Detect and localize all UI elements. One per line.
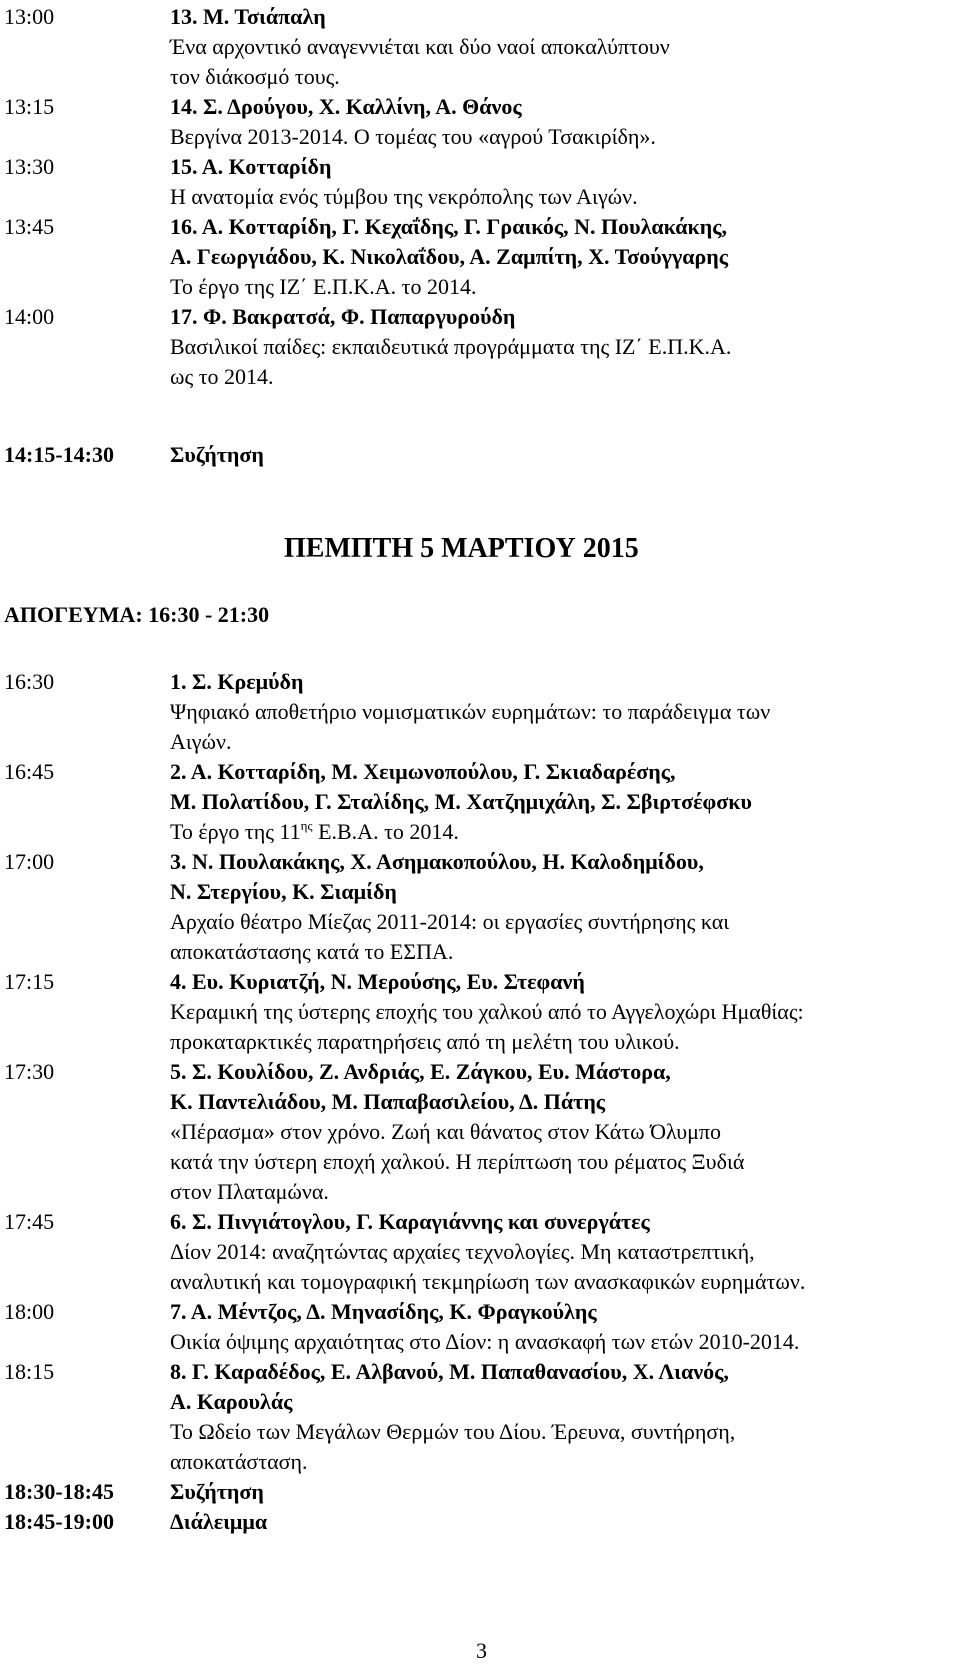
entry-title: Αιγών. [170,729,232,754]
entry-time: 18:15 [4,1359,55,1384]
entry-authors: 15. Α. Κοτταρίδη [170,154,332,179]
entry-title: Ένα αρχοντικό αναγεννιέται και δύο ναοί αποκαλύπτουν [170,34,670,59]
entry-authors: 17. Φ. Βακρατσά, Φ. Παπαργυρούδη [170,304,516,329]
entry-authors: 4. Ευ. Κυριατζή, Ν. Μερούσης, Ευ. Στεφανή [170,969,585,994]
entry-time: 18:45-19:00 [4,1509,114,1534]
entry-time: 18:00 [4,1299,55,1324]
entry-time: 13:15 [4,94,55,119]
entry-title: Κεραμική της ύστερης εποχής του χαλκού από το Αγγελοχώρι Ημαθίας: [170,999,804,1024]
title-sup: ης [300,818,313,833]
entry-time: 13:30 [4,154,55,179]
entry-time: 17:00 [4,849,55,874]
entry-title: Βασιλικοί παίδες: εκπαιδευτικά προγράμματα της ΙΖ΄ Ε.Π.Κ.Α. [170,334,732,359]
entry-time: 16:45 [4,759,55,784]
entry-time: 17:45 [4,1209,55,1234]
entry-content [170,967,950,1057]
entry-content [170,92,950,152]
entry-content [170,152,950,212]
entry-authors: Α. Καρουλάς [170,1389,293,1414]
afternoon-heading: ΑΠΟΓΕΥΜΑ: 16:30 - 21:30 [4,602,270,627]
entry-title: Βεργίνα 2013-2014. Ο τομέας του «αγρού Τσακιρίδη». [170,124,656,149]
entry-time: 13:45 [4,214,55,239]
entry-label: Συζήτηση [170,442,264,467]
entry-content [170,212,950,302]
day-heading: ΠΕΜΠΤΗ 5 ΜΑΡΤΙΟΥ 2015 [284,533,639,564]
entry-content [170,1207,950,1297]
entry-title: προκαταρκτικές παρατηρήσεις από τη μελέτη του υλικού. [170,1029,680,1054]
entry-title: αποκατάσταση. [170,1449,308,1474]
entry-title: αποκατάστασης κατά το ΕΣΠΑ. [170,939,454,964]
entry-title: Οικία όψιμης αρχαιότητας στο Δίον: η ανασκαφή των ετών 2010-2014. [170,1329,800,1354]
entry-authors: 6. Σ. Πινγιάτογλου, Γ. Καραγιάννης και συνεργάτες [170,1209,650,1234]
entry-time: 14:15-14:30 [4,442,114,467]
entry-time: 13:00 [4,4,55,29]
entry-title: τον διάκοσμό τους. [170,64,340,89]
entry-authors: 7. Α. Μέντζος, Δ. Μηνασίδης, Κ. Φραγκούλης [170,1299,597,1324]
entry-time: 17:15 [4,969,55,994]
entry-authors: Κ. Παντελιάδου, Μ. Παπαβασιλείου, Δ. Πάτης [170,1089,606,1114]
entry-title: Δίον 2014: αναζητώντας αρχαίες τεχνολογίες. Μη καταστρεπτική, [170,1239,755,1264]
entry-content [170,2,950,92]
entry-authors: Ν. Στεργίου, Κ. Σιαμίδη [170,879,397,904]
entry-title: Ψηφιακό αποθετήριο νομισματικών ευρημάτων: το παράδειγμα των [170,699,771,724]
entry-content [170,757,950,847]
title-pre: Το έργο της 11 [170,819,301,844]
entry-authors: 1. Σ. Κρεμύδη [170,669,304,694]
entry-authors: 14. Σ. Δρούγου, Χ. Καλλίνη, Α. Θάνος [170,94,522,119]
entry-content [170,1057,950,1207]
entry-authors: Μ. Πολατίδου, Γ. Σταλίδης, Μ. Χατζημιχάλη, Σ. Σβιρτσέφσκυ [170,789,752,814]
entry-title: Το έργο της ΙΖ΄ Ε.Π.Κ.Α. το 2014. [170,274,477,299]
entry-title: Αρχαίο θέατρο Μίεζας 2011-2014: οι εργασίες συντήρησης και [170,909,730,934]
entry-authors: 5. Σ. Κουλίδου, Ζ. Ανδριάς, Ε. Ζάγκου, Ευ. Μάστορα, [170,1059,671,1084]
entry-title: αναλυτική και τομογραφική τεκμηρίωση των ανασκαφικών ευρημάτων. [170,1269,806,1294]
entry-title: κατά την ύστερη εποχή χαλκού. Η περίπτωση του ρέματος Ξυδιά [170,1149,745,1174]
entry-authors: 2. Α. Κοτταρίδη, Μ. Χειμωνοπούλου, Γ. Σκιαδαρέσης, [170,759,676,784]
entry-content [170,1357,950,1477]
entry-time: 18:30-18:45 [4,1479,114,1504]
entry-title: Η ανατομία ενός τύμβου της νεκρόπολης των Αιγών. [170,184,638,209]
entry-content [170,1297,950,1357]
entry-authors: 13. Μ. Τσιάπαλη [170,4,326,29]
entry-authors: Α. Γεωργιάδου, Κ. Νικολαΐδου, Α. Ζαμπίτη, Χ. Τσούγγαρης [170,244,729,269]
entry-authors: 3. Ν. Πουλακάκης, Χ. Ασημακοπούλου, Η. Καλοδημίδου, [170,849,704,874]
entry-time: 17:30 [4,1059,55,1084]
entry-content [170,667,950,757]
entry-title: «Πέρασμα» στον χρόνο. Ζωή και θάνατος στον Κάτω Όλυμπο [170,1119,722,1144]
entry-content [170,847,950,967]
entry-label: Διάλειμμα [170,1509,268,1534]
page-number: 3 [476,1638,487,1663]
entry-time: 14:00 [4,304,55,329]
entry-title: Το Ωδείο των Μεγάλων Θερμών του Δίου. Έρευνα, συντήρηση, [170,1419,736,1444]
entry-authors: 16. Α. Κοτταρίδη, Γ. Κεχαΐδης, Γ. Γραικός, Ν. Πουλακάκης, [170,214,728,239]
entry-title [170,817,950,847]
entry-content [170,302,950,392]
entry-authors: 8. Γ. Καραδέδος, Ε. Αλβανού, Μ. Παπαθανασίου, Χ. Λιανός, [170,1359,729,1384]
title-post: Ε.Β.Α. το 2014. [312,819,459,844]
entry-title: στον Πλαταμώνα. [170,1179,329,1204]
entry-title: ως το 2014. [170,364,274,389]
entry-time: 16:30 [4,669,55,694]
entry-label: Συζήτηση [170,1479,264,1504]
